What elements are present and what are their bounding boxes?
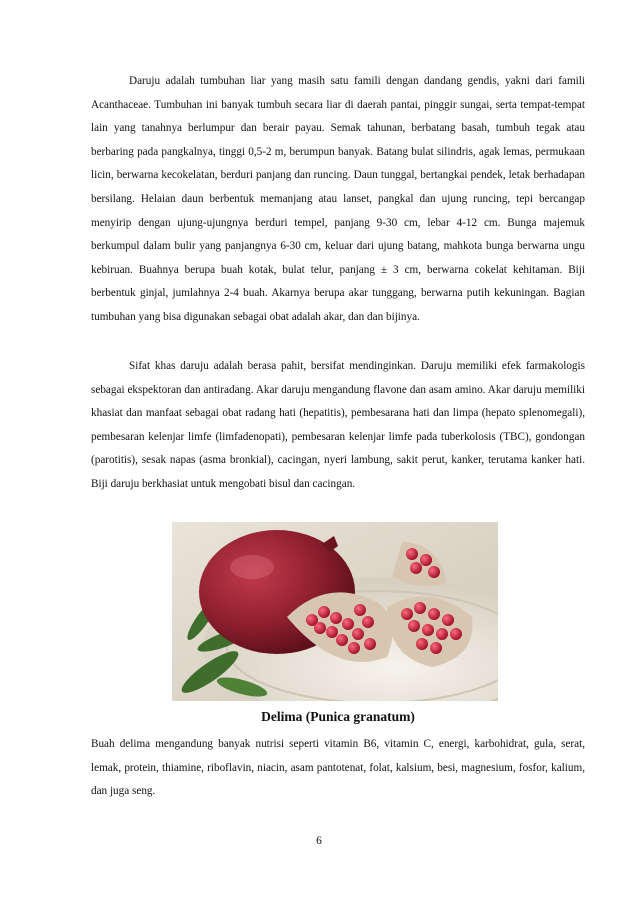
paragraph-daruju-description: Daruju adalah tumbuhan liar yang masih satu famili dengan dandang gendis, yakni dari famili Acanthaceae. Tumbuhan ini banyak tumbuh secara liar di daerah pantai, pinggir sungai, serta tempat-tempat lain yang tanahnya berlumpur dan berair payau. Semak tahunan, berbatang basah, tumbuh tegak atau berbaring pada pangkalnya, tinggi 0,5-2 m, berumpun banyak. Batang bulat silindris, agak lemas, permukaan licin, berwarna kecokelatan, berduri panjang dan runcing. Daun tunggal, bertangkai pendek, letak berhadapan bersilang. Helaian daun berbentuk memanjang atau lanset, pangkal dan ujung runcing, tepi bercangap menyirip dengan ujung-ujungnya berduri tempel, panjang 9-30 cm, lebar 4-12 cm. Bunga majemuk berkumpul dalam bulir yang panjangnya 6-30 cm, keluar dari ujung batang, mahkota bunga berwarna ungu kebiruan. Buahnya berupa buah kotak, bulat telur, panjang ± 3 cm, berwarna cokelat kehitaman. Biji berbentuk ginjal, jumlahnya 2-4 buah. Akarnya berupa akar tunggang, berwarna putih kekuningan. Bagian tumbuhan yang bisa digunakan sebagai obat adalah akar, dan dan bijinya. <box>91 75 585 323</box>
figure-caption: Delima (Punica granatum) <box>261 709 415 724</box>
page-number: 6 <box>316 835 322 847</box>
paragraph-delima-nutrition: Buah delima mengandung banyak nutrisi seperti vitamin B6, vitamin C, energi, karbohidrat, gula, serat, lemak, protein, thiamine, riboflavin, niacin, asam pantotenat, folat, kalsium, besi, magnesium, fosfor, kalium, dan juga seng. <box>91 738 585 798</box>
paragraph-daruju-properties: Sifat khas daruju adalah berasa pahit, bersifat mendinginkan. Daruju memiliki efek farmakologis sebagai ekspektoran dan antiradang. Akar daruju mengandung flavone dan asam amino. Akar daruju memiliki khasiat dan manfaat sebagai obat radang hati (hepatitis), pembesarana hati dan limpa (hepato splenomegali), pembesaran kelenjar limfe (limfadenopati), pembesaran kelenjar limfe pada tuberkolosis (TBC), gondongan (parotitis), sesak napas (asma bronkial), cacingan, nyeri lambung, sakit perut, kanker, terutama kanker hati. Biji daruju berkhasiat untuk mengobati bisul dan cacingan. <box>91 360 585 490</box>
pomegranate-photo <box>172 522 498 701</box>
